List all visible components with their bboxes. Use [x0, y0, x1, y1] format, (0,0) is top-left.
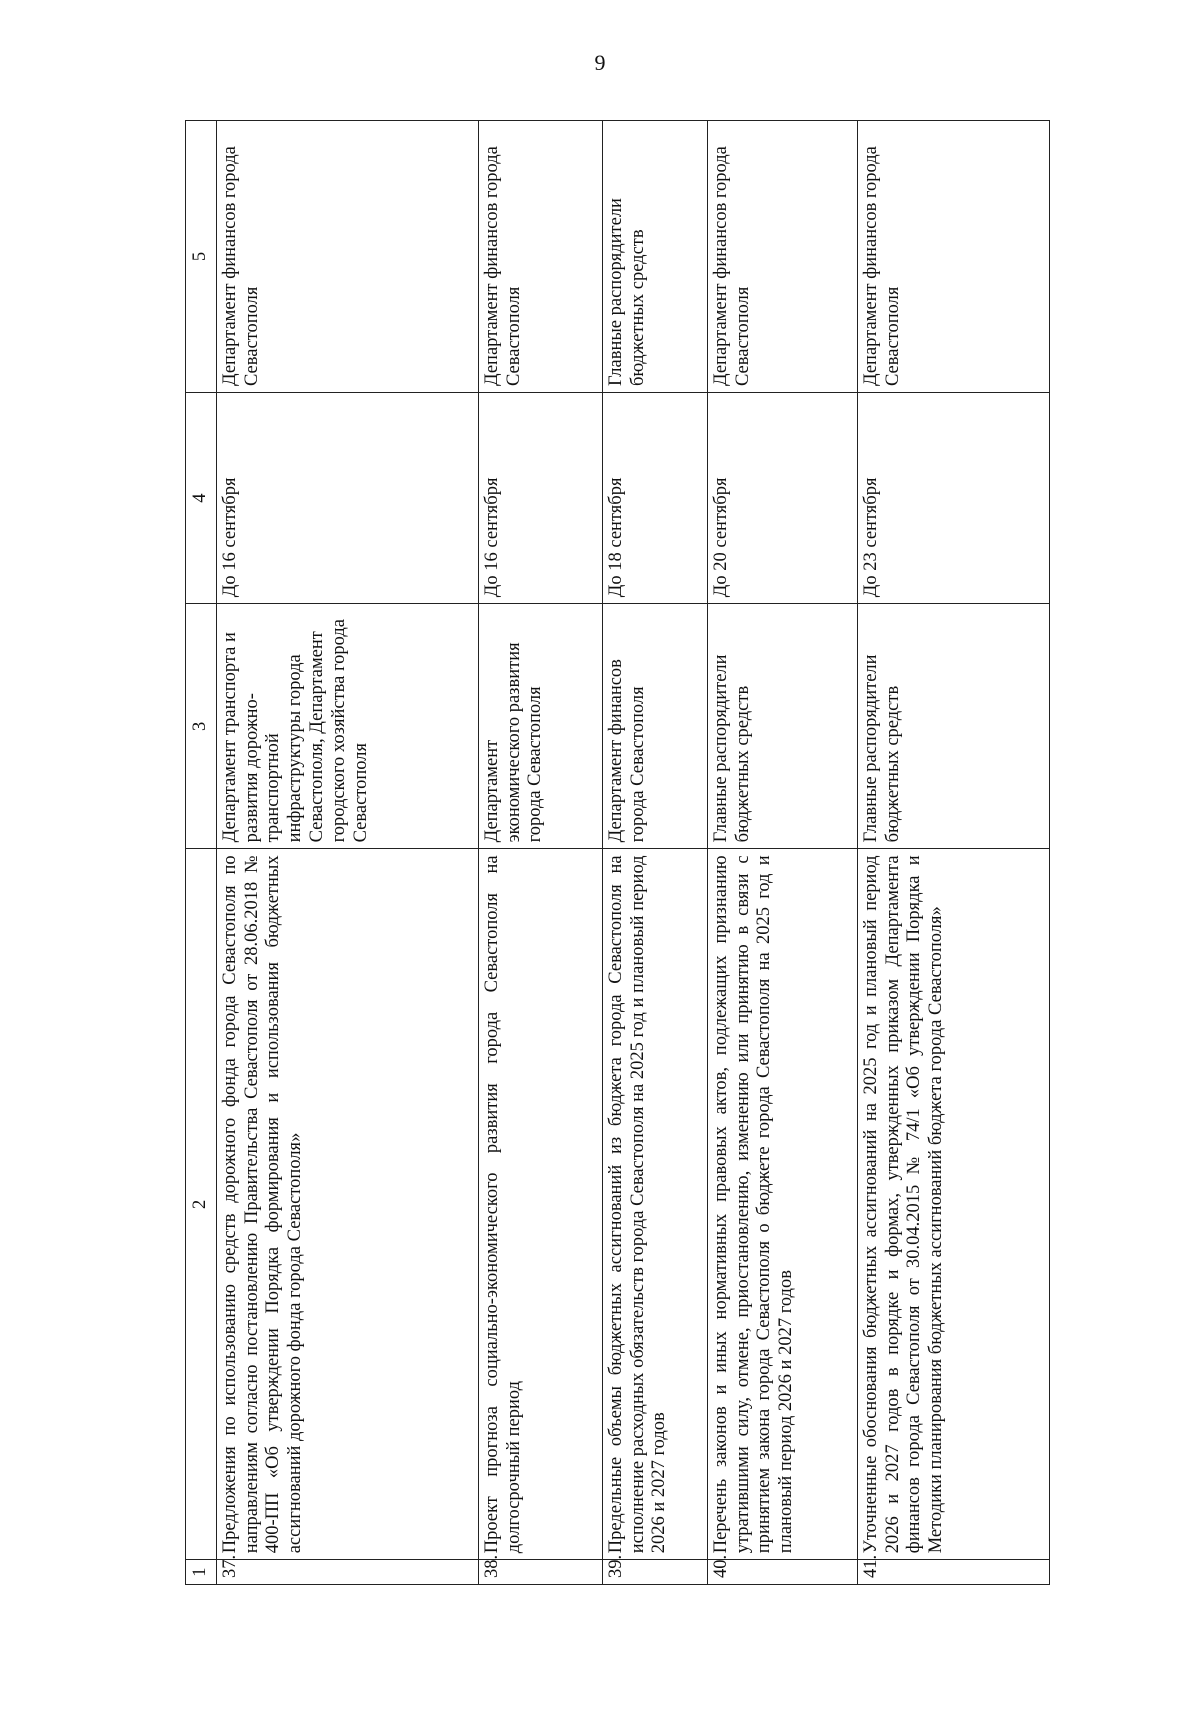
header-col-4: 4 — [186, 393, 217, 604]
header-col-2: 2 — [186, 849, 217, 1560]
row-executor: Главные распорядители бюджетных средств — [857, 604, 1049, 849]
row-deadline: До 20 сентября — [707, 393, 857, 604]
row-number: 40. — [707, 1560, 857, 1585]
table-row — [707, 121, 857, 1585]
row-action: Предложения по использованию средств дорожного фонда города Севастополя по направлениям согласно постановлению Правительства Севастополя от 28.06.2018 № 400-ПП «Об утверждении Порядка формирования и использования бюджетных ассигнований дорожного фонда города Севастополя» — [216, 849, 478, 1560]
table-row — [478, 121, 602, 1585]
row-recipient: Департамент финансов города Севастополя — [707, 121, 857, 393]
row-recipient: Департамент финансов города Севастополя — [216, 121, 478, 393]
row-number: 37. — [216, 1560, 478, 1585]
header-col-5: 5 — [186, 121, 217, 393]
schedule-table-rotated — [185, 120, 1061, 1585]
table-row — [602, 121, 707, 1585]
row-recipient: Департамент финансов города Севастополя — [478, 121, 602, 393]
row-deadline: До 18 сентября — [602, 393, 707, 604]
row-executor: Департамент экономического развития города Севастополя — [478, 604, 602, 849]
page-number: 9 — [594, 50, 606, 75]
row-deadline: До 23 сентября — [857, 393, 1049, 604]
row-recipient: Департамент финансов города Севастополя — [857, 121, 1049, 393]
table-row — [216, 121, 478, 1585]
header-col-1: 1 — [186, 1560, 217, 1585]
row-action: Уточненные обоснования бюджетных ассигнований на 2025 год и плановый период 2026 и 2027 годов в порядке и формах, утвержденных приказом Департамента финансов города Севастополя от 30.04.2015 № 74/1 «Об утверждении Порядка и Методики планирования бюджетных ассигнований бюджета города Севастополя» — [857, 849, 1049, 1560]
row-deadline: До 16 сентября — [216, 393, 478, 604]
header-row — [186, 121, 217, 1585]
row-number: 39. — [602, 1560, 707, 1585]
row-executor: Главные распорядители бюджетных средств — [707, 604, 857, 849]
row-action: Предельные объемы бюджетных ассигнований из бюджета города Севастополя на исполнение расходных обязательств города Севастополя на 2025 год и плановый период 2026 и 2027 годов — [602, 849, 707, 1560]
table-row — [857, 121, 1049, 1585]
row-deadline: До 16 сентября — [478, 393, 602, 604]
row-executor: Департамент финансов города Севастополя — [602, 604, 707, 849]
row-action: Перечень законов и иных нормативных правовых актов, подлежащих признанию утратившими силу, отмене, приостановлению, изменению или принятию в связи с принятием закона города Севастополя о бюджете города Севастополя на 2025 год и плановый период 2026 и 2027 годов — [707, 849, 857, 1560]
schedule-table — [185, 120, 1050, 1585]
header-col-3: 3 — [186, 604, 217, 849]
row-action: Проект прогноза социально-экономического развития города Севастополя на долгосрочный период — [478, 849, 602, 1560]
row-executor: Департамент транспорта и развития дорожно-транспортной инфраструктуры города Севастополя, Департамент городского хозяйства города Севастополя — [216, 604, 478, 849]
row-number: 41. — [857, 1560, 1049, 1585]
row-number: 38. — [478, 1560, 602, 1585]
row-recipient: Главные распорядители бюджетных средств — [602, 121, 707, 393]
